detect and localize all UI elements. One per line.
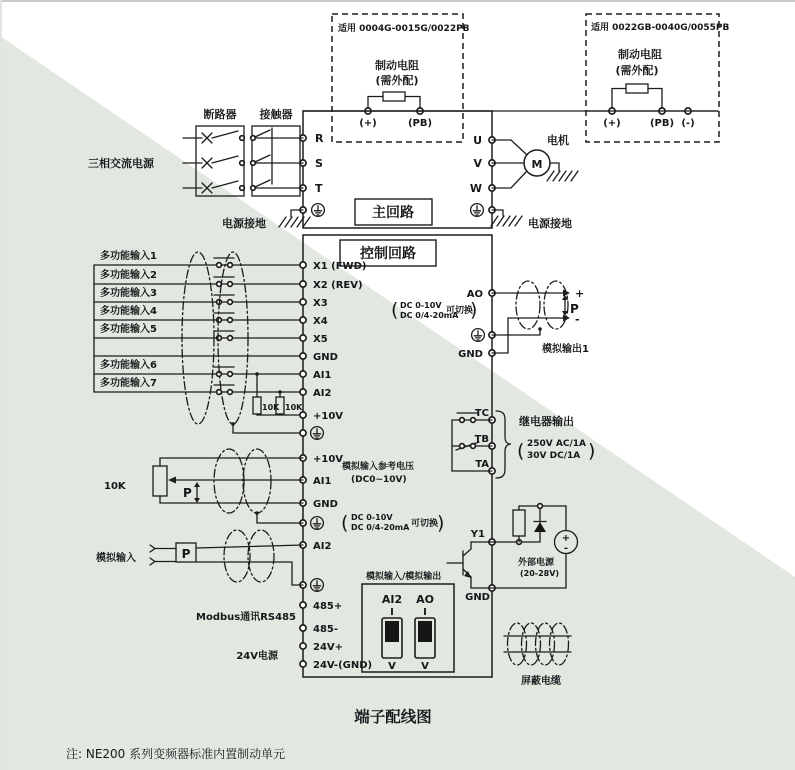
ref-voltage-range: (DC0~10V) xyxy=(351,475,407,485)
terminal-ai1-2: AI1 xyxy=(313,476,332,487)
terminal-ao: AO xyxy=(466,289,483,300)
terminal-gnd: GND xyxy=(313,352,338,363)
terminal-x5: X5 xyxy=(313,334,328,345)
pot-value-label: 10K xyxy=(104,481,126,492)
terminal-485n: 485- xyxy=(313,624,339,635)
pullup-r2-label: 10K xyxy=(285,403,303,412)
brake2-plus: (+) xyxy=(603,118,621,129)
terminal-10v-1: +10V xyxy=(313,411,344,422)
di-label-3: 多功能输入3 xyxy=(100,288,157,299)
ref-voltage-label: 模拟输入参考电压 xyxy=(342,462,415,472)
dip-v-label-2: V xyxy=(421,661,429,672)
terminal-ai2-2: AI2 xyxy=(313,541,332,552)
brake1-title: 制动电阻 xyxy=(375,59,419,72)
terminal-T: T xyxy=(315,182,323,195)
terminal-ai2: AI2 xyxy=(313,388,332,399)
paren-close: ) xyxy=(470,299,478,321)
source-plus: + xyxy=(561,533,571,544)
brake1-applicable: 适用 0004G-0015G/0022PB xyxy=(338,24,470,34)
terminal-ai1: AI1 xyxy=(313,370,332,381)
terminal-x2: X2 (REV) xyxy=(313,280,363,291)
dip-title: 模拟输入/模拟输出 xyxy=(366,572,442,582)
terminal-R: R xyxy=(315,132,324,145)
terminal-x3: X3 xyxy=(313,298,328,309)
external-supply-label: 外部电源 xyxy=(518,558,555,568)
external-supply-range: (20-28V) xyxy=(520,569,560,578)
terminal-U: U xyxy=(473,134,482,147)
terminal-ao-gnd: GND xyxy=(458,349,483,360)
note-line2: DC 0/4-20mA xyxy=(400,311,459,320)
paren-open: ( xyxy=(341,512,349,534)
di-label-7: 多功能输入7 xyxy=(100,378,157,389)
ao-plus: + xyxy=(575,287,585,300)
pullup-r1-label: 10K xyxy=(262,403,280,412)
analog-input-label: 模拟输入 xyxy=(96,553,136,564)
note-line2: DC 0/4-20mA xyxy=(351,523,410,532)
three-phase-source-label: 三相交流电源 xyxy=(88,157,154,170)
note-switchable: 可切换 xyxy=(411,519,439,529)
brake2-subtitle: (需外配) xyxy=(615,64,659,77)
control-circuit-label: 控制回路 xyxy=(360,246,416,262)
relay-output-label: 继电器输出 xyxy=(519,415,574,428)
terminal-V: V xyxy=(473,157,482,170)
terminal-24vp: 24V+ xyxy=(313,642,344,653)
terminal-485p: 485+ xyxy=(313,601,343,612)
terminal-y1: Y1 xyxy=(470,529,485,540)
diagram-title: 端子配线图 xyxy=(354,708,432,726)
paren-close: ) xyxy=(588,440,596,462)
terminal-x4: X4 xyxy=(313,316,328,327)
power-ground-label-left: 电源接地 xyxy=(222,217,266,230)
note-line1: DC 0-10V xyxy=(400,301,442,310)
dip-ch2-label: AO xyxy=(416,593,434,606)
di-label-6: 多功能输入6 xyxy=(100,360,157,371)
brake1-pb: (PB) xyxy=(407,118,433,129)
breaker-label: 断路器 xyxy=(203,108,237,121)
terminal-24vn: 24V-(GND) xyxy=(313,660,373,671)
terminal-gnd-2: GND xyxy=(313,499,338,510)
brake1-plus: (+) xyxy=(359,118,377,129)
motor-label: 电机 xyxy=(547,134,569,147)
shield-cable-label: 屏蔽电缆 xyxy=(521,676,561,687)
di-label-1: 多功能输入1 xyxy=(100,251,157,262)
ao-p-label: P xyxy=(570,302,579,316)
note-switchable: 可切换 xyxy=(446,306,474,316)
terminal-y1-gnd: GND xyxy=(465,592,490,603)
di-label-2: 多功能输入2 xyxy=(100,270,157,281)
power-ground-label-right: 电源接地 xyxy=(528,217,572,230)
brake1-subtitle: (需外配) xyxy=(375,74,419,87)
paren-close: ) xyxy=(437,512,445,534)
main-circuit-label: 主回路 xyxy=(372,205,414,221)
terminal-tc: TC xyxy=(474,408,489,419)
dip-v-label-1: V xyxy=(388,661,396,672)
paren-open: ( xyxy=(391,299,399,321)
pot-p-label: P xyxy=(183,486,192,500)
terminal-tb: TB xyxy=(474,434,489,445)
paren-open: ( xyxy=(517,440,525,462)
modbus-label: Modbus通讯RS485 xyxy=(196,612,296,623)
24v-supply-label: 24V电源 xyxy=(236,651,278,662)
source-minus: - xyxy=(563,543,569,554)
dip-i-label-1: I xyxy=(390,607,394,618)
brake2-applicable: 适用 0022GB-0040G/0055PB xyxy=(591,23,730,33)
terminal-10v-2: +10V xyxy=(313,454,344,465)
brake2-minus: (-) xyxy=(681,118,695,129)
relay-spec2: 30V DC/1A xyxy=(527,451,581,461)
di-label-5: 多功能输入5 xyxy=(100,324,157,335)
ai2-p-label: P xyxy=(181,547,191,561)
terminal-W: W xyxy=(469,182,482,195)
terminal-S: S xyxy=(315,157,323,170)
dip-i-label-2: I xyxy=(423,607,427,618)
motor-symbol: M xyxy=(531,158,543,171)
terminal-ta: TA xyxy=(475,459,489,470)
terminal-x1: X1 (FWD) xyxy=(313,261,367,272)
brake2-pb: (PB) xyxy=(649,118,675,129)
dip-ch1-label: AI2 xyxy=(381,593,403,606)
ao-minus: - xyxy=(575,313,580,326)
analog-output1-label: 模拟输出1 xyxy=(542,344,589,355)
note-line1: DC 0-10V xyxy=(351,513,393,522)
di-label-4: 多功能输入4 xyxy=(100,306,157,317)
relay-spec1: 250V AC/1A xyxy=(527,439,586,449)
contactor-label: 接触器 xyxy=(259,108,293,121)
footnote: 注: NE200 系列变频器标准内置制动单元 xyxy=(66,747,286,761)
brake2-title: 制动电阻 xyxy=(618,48,662,61)
